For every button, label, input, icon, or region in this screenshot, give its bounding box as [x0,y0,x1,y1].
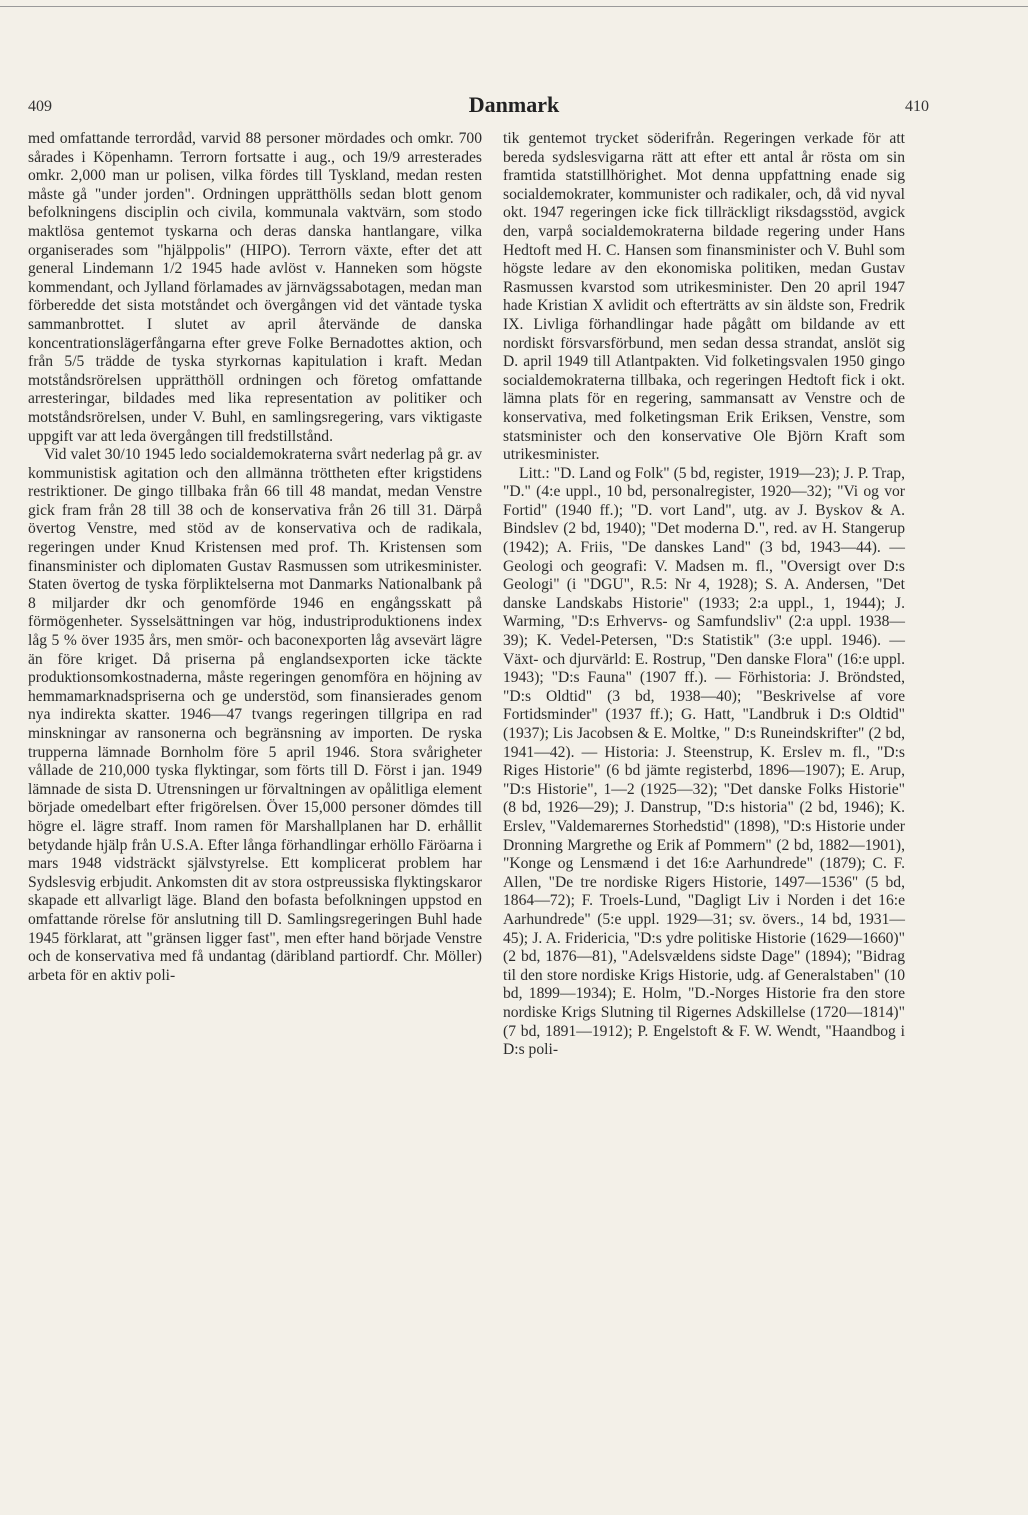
scan-top-edge [0,6,1028,7]
page-number-right: 410 [905,98,929,115]
left-paragraph-1: med omfattande terrordåd, varvid 88 personer mördades och omkr. 700 sårades i Köpenhamn. Terrorn fortsatte i aug., och 19/9 arresterades omkr. 2,000 man ur polisen, vilka fördes till Tyskland, medan resten måste gå "under jorden". Ordningen upprätthölls sedan blott genom befolkningens disciplin och civila, kommunala vaktvärn, som stodo maktlösa gentemot tyskarna och deras danska hantlangare, vilka organiserades som "hjälppolis" (HIPO). Terrorn växte, efter det att general Lindemann 1/2 1945 hade avlöst v. Hanneken som högste kommendant, och Jylland förlamades av järnvägssabotagen, medan man förberedde det sista motståndet och övergången vid det väntade tyska sammanbrottet. I slutet av april återvände de danska koncentrationslägerfångarna efter greve Folke Bernadottes aktion, och från 5/5 trädde de tyska styrkornas kapitulation i kraft. Medan motståndsrörelsen upprätthöll ordningen och företog omfattande arresteringar, bildades med lika representation av politiker och motståndsrörelsen, under V. Buhl, en samlingsregering, vars viktigaste uppgift var att leda övergången till fredstillstånd. [28,130,482,445]
page-number-left: 409 [28,98,52,115]
page-header [0,92,1028,126]
left-column [28,130,482,985]
left-paragraph-2: Vid valet 30/10 1945 ledo socialdemokraterna svårt nederlag på gr. av kommunistisk agitation och den allmänna tröttheten efter krigstidens restriktioner. De gingo tillbaka från 66 till 48 mandat, medan Venstre gick fram från 28 till 38 och de konservativa från 26 till 31. Därpå övertog Venstre, med stöd av de konservativa och de radikala, regeringen under Knud Kristensen med prof. Th. Kristensen som finansminister och diplomaten Gustav Rasmussen som utrikesminister. Staten övertog de tyska förpliktelserna mot Danmarks Nationalbank på 8 miljarder dkr och genomförde 1946 en engångsskatt på förmögenheter. Sysselsättningen var hög, industriproduktionens index låg 5 % över 1935 års, men smör- och baconexporten låg avsevärt lägre än före kriget. Då priserna på englandsexporten icke täckte produktionsomkostnaderna, måste regeringen genomföra en höjning av hemmamarknadspriserna och ge understöd, som finansierades genom nya indirekta skatter. 1946—47 tvangs regeringen tillgripa en rad minskningar av ransonerna och begränsning av importen. De ryska trupperna lämnade Bornholm före 5 april 1946. Stora svårigheter vållade de 210,000 tyska flyktingar, som förts till D. Först i jan. 1949 lämnade de sista D. Utrensningen ur förvaltningen av opålitliga element började omedelbart efter frigörelsen. Över 15,000 personer dömdes till högre el. lägre straff. Inom ramen för Marshallplanen har D. erhållit betydande hjälp från U.S.A. Efter långa förhandlingar erhöllo Färöarna i mars 1948 vidsträckt självstyrelse. Ett komplicerat problem har Sydslesvig erbjudit. Ankomsten dit av stora ostpreussiska flyktingskaror skapade ett allvarligt läge. Bland den bofasta befolkningen uppstod en omfattande rörelse för anslutning till D. Samlingsregeringen Buhl hade 1945 förklarat, att "gränsen ligger fast", men efter hand började Venstre och de konservativa med få undantag (däribland partiordf. Chr. Möller) arbeta för en aktiv poli- [28,446,482,984]
running-head-title: Danmark [468,92,560,117]
literature-paragraph: Litt.: "D. Land og Folk" (5 bd, register, 1919—23); J. P. Trap, "D." (4:e uppl., 10 bd, personalregister, 1920—32); "Vi og vor Fortid" (1940 ff.); "D. vort Land", utg. av J. Byskov & A. Bindslev (2 bd, 1940); "Det moderna D.", red. av H. Stangerup (1942); A. Friis, "De danskes Land" (3 bd, 1943—44). — Geologi och geografi: V. Madsen m. fl., "Oversigt over D:s Geologi" (i "DGU", R.5: Nr 4, 1928); S. A. Andersen, "Det danske Landskabs Historie" (1933; 2:a uppl., 1, 1944); J. Warming, "D:s Erhvervs- og Samfundsliv" (2:a uppl. 1938—39); K. Vedel-Petersen, "D:s Statistik" (3:e uppl. 1946). — Växt- och djurvärld: E. Rostrup, "Den danske Flora" (16:e uppl. 1943); "D:s Fauna" (1907 ff.). — Förhistoria: J. Bröndsted, "D:s Oldtid" (3 bd, 1938—40); "Beskrivelse af vore Fortidsminder" (1937 ff.); G. Hatt, "Landbruk i D:s Oldtid" (1937); Lis Jacobsen & E. Moltke, " D:s Runeindskrifter" (2 bd, 1941—42). — Historia: J. Steenstrup, K. Erslev m. fl., "D:s Riges Historie" (6 bd jämte registerbd, 1896—1907); E. Arup, "D:s Historie", 1—2 (1925—32); "Det danske Folks Historie" (8 bd, 1926—29); J. Danstrup, "D:s historia" (2 bd, 1946); K. Erslev, "Valdemarernes Storhedstid" (1898), "D:s Historie under Dronning Margrethe og Erik af Pommern" (2 bd, 1882—1901), "Konge og Lensmænd i det 16:e Aarhundrede" (1879); C. F. Allen, "De tre nordiske Rigers Historie, 1497—1536" (5 bd, 1864—72); F. Troels-Lund, "Dagligt Liv i Norden i det 16:e Aarhundrede" (5:e uppl. 1929—31; sv. övers., 14 bd, 1931—45); J. A. Fridericia, "D:s ydre politiske Historie (1629—1660)" (2 bd, 1876—81), "Adelsvældens sidste Dage" (1894); "Bidrag til den store nordiske Krigs Historie, udg. af Generalstaben" (10 bd, 1899—1934); E. Holm, "D.-Norges Historie fra den store nordiske Krigs Slutning til Rigernes Adskillelse (1720—1814)" (7 bd, 1891—1912); P. Engelstoft & F. W. Wendt, "Haandbog i D:s poli- [503,464,905,1059]
right-column [503,130,905,1060]
right-paragraph-1: tik gentemot trycket söderifrån. Regeringen verkade för att bereda sydslesvigarna rätt att efter ett antal år rösta om sin framtida statstillhörighet. Mot denna uppfattning enade sig socialdemokrater, kommunister och radikaler, och, då vid nyval okt. 1947 regeringen icke fick tillräckligt riksdagsstöd, avgick den, varpå socialdemokraterna bildade regering under Hans Hedtoft med H. C. Hansen som finansminister och V. Buhl som högste ledare av den ekonomiska politiken, medan Gustav Rasmussen kvarstod som utrikesminister. Den 20 april 1947 hade Kristian X avlidit och efterträtts av sin äldste son, Fredrik IX. Livliga förhandlingar hade pågått om bildande av ett nordiskt försvarsförbund, men sedan dessa strandat, anslöt sig D. april 1949 till Atlantpakten. Vid folketingsvalen 1950 gingo socialdemokraterna tillbaka, och regeringen Hedtoft fick i okt. lämna plats för en regering, sammansatt av Venstre och de konservativa, med folketingsman Erik Eriksen, Venstre, som statsminister och den konservative Ole Björn Kraft som utrikesminister. [503,130,905,464]
